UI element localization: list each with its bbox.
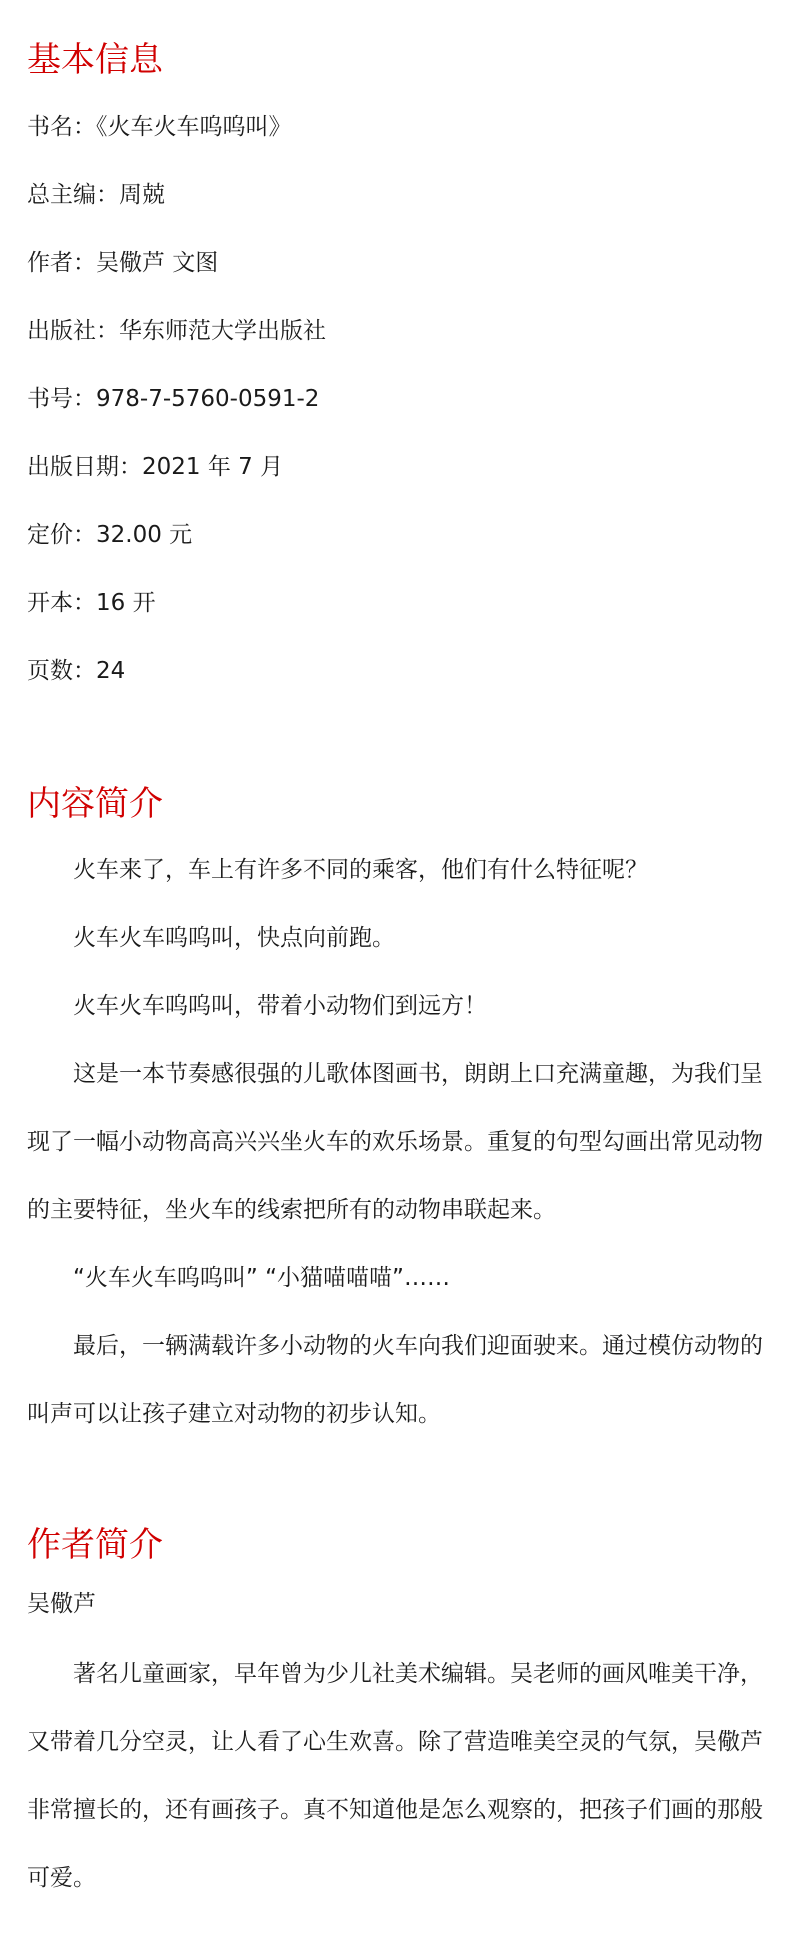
intro-paragraph: “火车火车呜呜叫” “小猫喵喵喵”…… <box>73 1265 450 1291</box>
author-intro-heading: 作者简介 <box>27 1525 163 1565</box>
info-price-line: 定价：32.00 元 <box>27 522 193 548</box>
author-bio-paragraph: 著名儿童画家，早年曾为少儿社美术编辑。吴老师的画风唯美干净，又带着几分空灵，让人看了心生欢喜。除了营造唯美空灵的气氛，吴儆芦非常擅长的，还有画孩子。真不知道他是怎么观察的，把孩子们画的那般可爱。 <box>27 1661 763 1891</box>
info-pub-date-line: 出版日期：2021 年 7 月 <box>27 454 284 480</box>
content-intro-heading: 内容简介 <box>27 784 163 824</box>
basic-info-list <box>27 111 763 723</box>
intro-paragraph: 这是一本节奏感很强的儿歌体图画书，朗朗上口充满童趣，为我们呈现了一幅小动物高高兴兴坐火车的欢乐场景。重复的句型勾画出常见动物的主要特征，坐火车的线索把所有的动物串联起来。 <box>27 1061 763 1223</box>
author-intro-body <box>27 1640 763 1912</box>
content-intro-body <box>27 836 763 1448</box>
intro-paragraph: 火车火车呜呜叫，快点向前跑。 <box>73 925 395 951</box>
basic-info-heading: 基本信息 <box>27 40 163 80</box>
intro-paragraph: 火车来了，车上有许多不同的乘客，他们有什么特征呢？ <box>73 857 648 883</box>
info-chief-editor-line: 总主编：周兢 <box>27 182 165 208</box>
info-isbn-line: 书号：978-7-5760-0591-2 <box>27 386 320 412</box>
intro-paragraph: 火车火车呜呜叫，带着小动物们到远方！ <box>73 993 487 1019</box>
info-author-line: 作者：吴儆芦 文图 <box>27 250 219 276</box>
info-title-line: 书名：《火车火车呜呜叫》 <box>27 114 292 140</box>
info-format-line: 开本：16 开 <box>27 590 156 616</box>
intro-paragraph: 最后，一辆满载许多小动物的火车向我们迎面驶来。通过模仿动物的叫声可以让孩子建立对动物的初步认知。 <box>27 1333 763 1427</box>
info-publisher-line: 出版社：华东师范大学出版社 <box>27 318 326 344</box>
info-pages-line: 页数：24 <box>27 658 126 684</box>
author-name: 吴儆芦 <box>27 1591 96 1617</box>
